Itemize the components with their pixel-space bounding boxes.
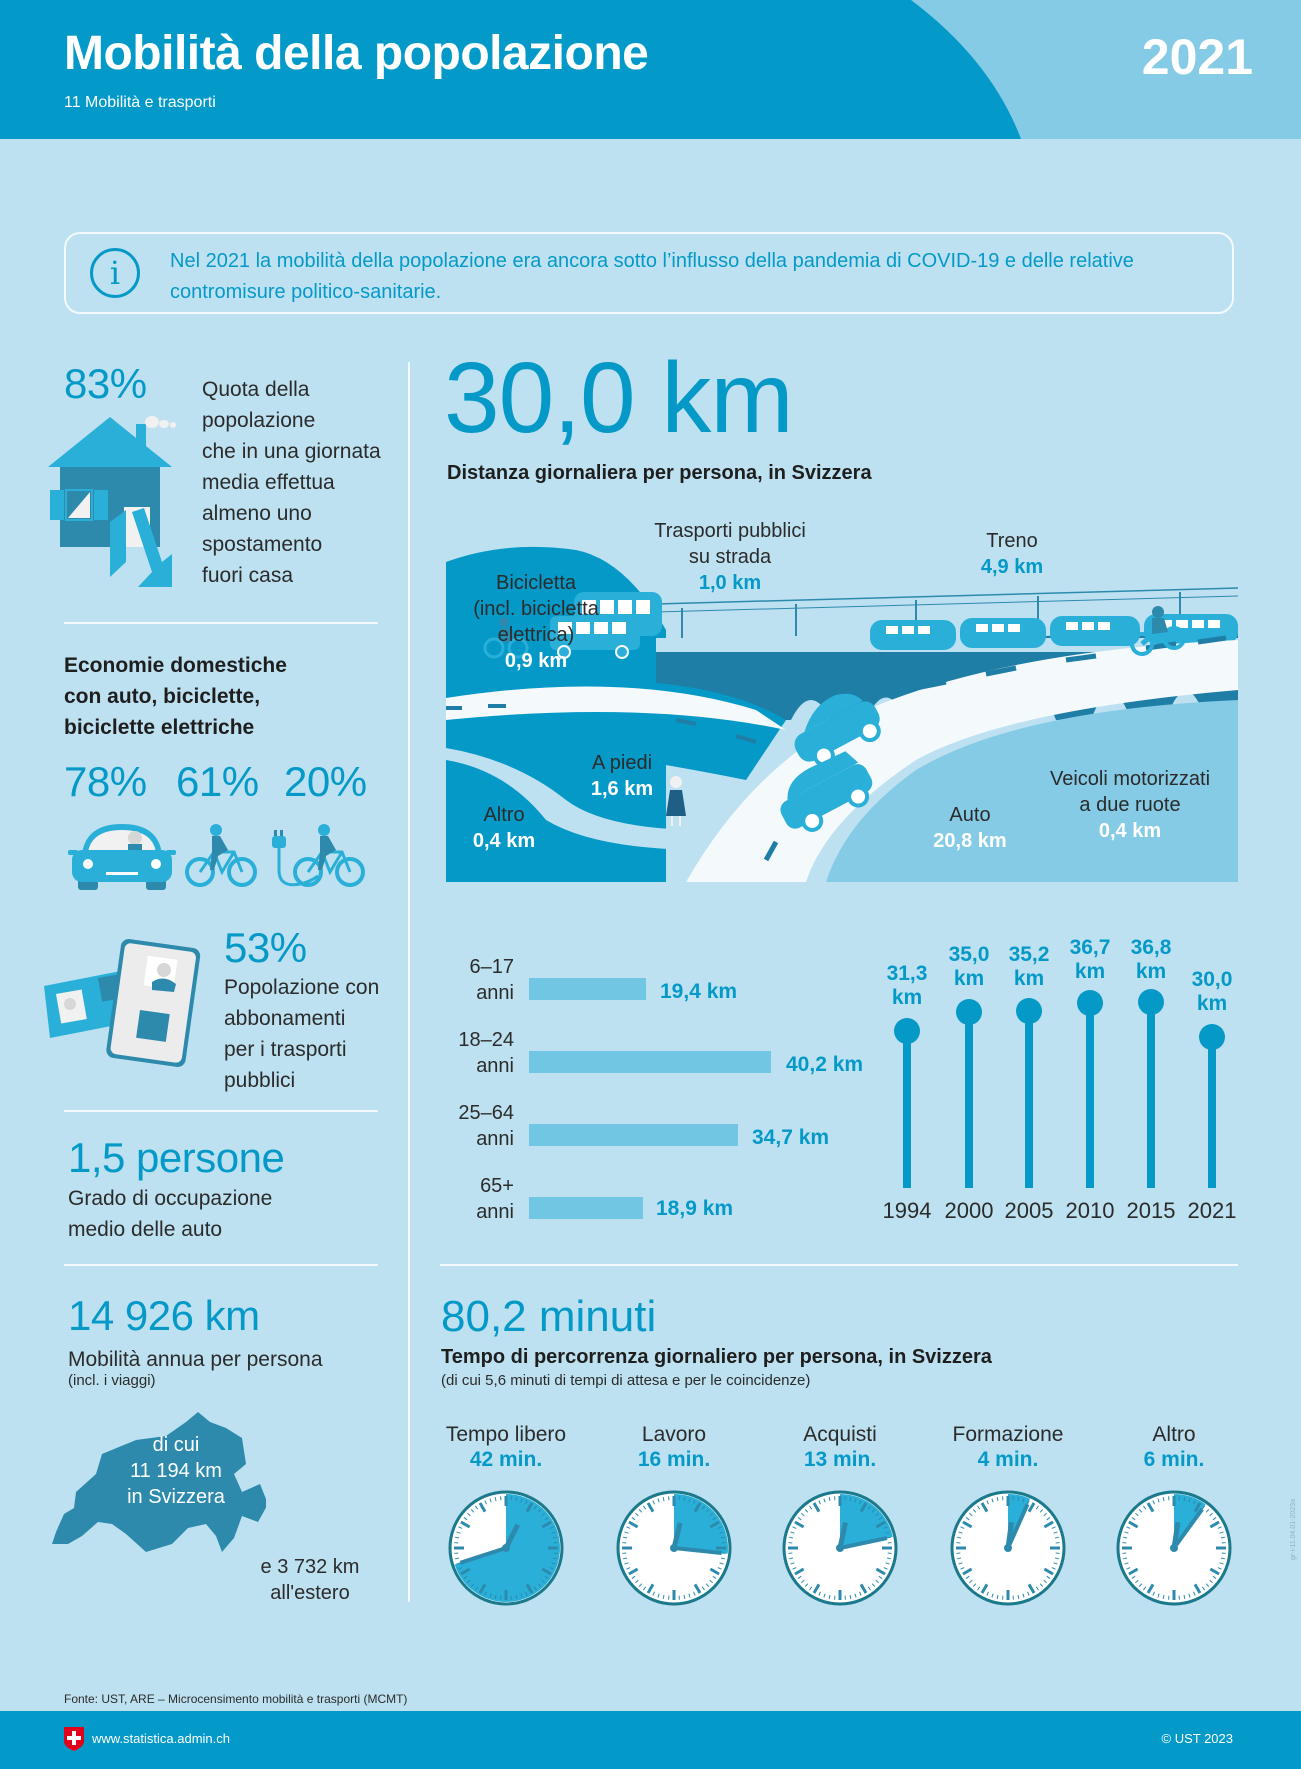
- age-bar: [529, 1051, 771, 1073]
- desc-line: Quota della: [202, 378, 310, 401]
- lolli-stem: [903, 1030, 911, 1188]
- page-subtitle: 11 Mobilità e trasporti: [64, 94, 216, 111]
- lolli-year: 2021: [1187, 1198, 1237, 1223]
- purpose-name: Acquisti: [803, 1423, 877, 1446]
- age-label-text: 25–64 anni: [458, 1102, 514, 1150]
- mode-label-other: [454, 802, 554, 854]
- mode-label-bicycle: [446, 570, 626, 674]
- mode-name-line: su strada: [688, 546, 772, 568]
- annual-note: (incl. i viaggi): [68, 1372, 156, 1389]
- house-exit-icon: [48, 412, 178, 592]
- households-car-value: 78%: [64, 758, 147, 805]
- desc-line: spostamento: [202, 533, 323, 556]
- purpose-name: Lavoro: [641, 1423, 707, 1446]
- clock-icon: [446, 1488, 566, 1608]
- mode-name-line: Bicicletta: [495, 572, 577, 594]
- mode-value: 4,9 km: [980, 556, 1044, 578]
- age-label-text: 6–17 anni: [469, 956, 514, 1004]
- swiss-flag-icon: [64, 1727, 84, 1751]
- clock-label-leisure: [426, 1422, 586, 1472]
- purpose-name: Tempo libero: [445, 1423, 567, 1446]
- age-value: 19,4 km: [660, 980, 738, 1003]
- purpose-value: 4 min.: [977, 1448, 1039, 1471]
- clock-icon: [1114, 1488, 1234, 1608]
- unit-km: km: [1135, 960, 1167, 983]
- age-label-text: 18–24 anni: [458, 1029, 514, 1077]
- age-value: 40,2 km: [786, 1053, 864, 1076]
- title-line: biciclette elettriche: [64, 716, 255, 739]
- daily-distance-value: 30,0 km: [444, 342, 793, 454]
- desc-line: Grado di occupazione: [68, 1187, 273, 1210]
- clock-icon: [780, 1488, 900, 1608]
- travel-time-label: Tempo di percorrenza giornaliero per persona, in Svizzera: [441, 1346, 992, 1368]
- pass-description: [224, 972, 379, 1096]
- mode-value: 0,4 km: [1098, 820, 1162, 842]
- households-title: [64, 650, 287, 743]
- map-line: 11 194 km: [130, 1460, 222, 1482]
- clock-icon: [614, 1488, 734, 1608]
- unit-km: km: [891, 986, 923, 1009]
- copyright: © UST 2023: [1161, 1731, 1233, 1746]
- clock-label-education: [928, 1422, 1088, 1472]
- lolli-value: [1055, 936, 1125, 984]
- bicycle-icon: [184, 822, 258, 892]
- value-num: 31,3: [886, 962, 928, 985]
- desc-line: popolazione: [202, 409, 316, 432]
- occupancy-description: [68, 1183, 272, 1245]
- desc-line: che in una giornata: [202, 440, 381, 463]
- mode-name-line: Treno: [986, 530, 1038, 552]
- households-ebike-value: 20%: [284, 758, 367, 805]
- map-line: in Svizzera: [127, 1486, 225, 1508]
- age-label: [444, 954, 514, 1006]
- lolli-year: 2010: [1065, 1198, 1115, 1223]
- lolli-value: [1177, 968, 1247, 1016]
- mode-label-walking: [572, 750, 672, 802]
- header: [0, 0, 1301, 139]
- age-bar: [529, 1124, 738, 1146]
- lolli-value: [872, 962, 942, 1010]
- page-year: 2021: [1141, 29, 1253, 85]
- desc-line: pubblici: [224, 1069, 296, 1092]
- title-line: Economie domestiche: [64, 654, 287, 677]
- info-icon: i: [90, 248, 140, 298]
- desc-line: fuori casa: [202, 564, 294, 587]
- map-label: [106, 1432, 246, 1510]
- divider: [64, 622, 378, 624]
- lolli-year: 2005: [1004, 1198, 1054, 1223]
- ebike-icon: [270, 822, 366, 892]
- purpose-value: 16 min.: [637, 1448, 711, 1471]
- age-label: [444, 1027, 514, 1079]
- lolli-stem: [965, 1012, 973, 1188]
- mode-name-line: A piedi: [591, 752, 653, 774]
- travel-time-value: 80,2 minuti: [441, 1292, 657, 1341]
- out-of-home-value: 83%: [64, 360, 147, 407]
- age-value: 18,9 km: [656, 1197, 734, 1220]
- unit-km: km: [1196, 992, 1228, 1015]
- mode-name-line: Trasporti pubblici: [654, 520, 806, 542]
- mode-value: 1,0 km: [698, 572, 762, 594]
- clock-label-other: [1094, 1422, 1254, 1472]
- website-link[interactable]: www.statistica.admin.ch: [92, 1731, 230, 1746]
- value-num: 35,2: [1008, 943, 1050, 966]
- desc-line: Popolazione con: [224, 976, 380, 999]
- unit-km: km: [1074, 960, 1106, 983]
- clock-label-work: [594, 1422, 754, 1472]
- abroad-line: all'estero: [270, 1582, 350, 1604]
- lolli-stem: [1208, 1037, 1216, 1188]
- map-line: di cui: [152, 1434, 200, 1456]
- mode-name-line: elettrica): [497, 624, 575, 646]
- mode-name-line: Veicoli motorizzati: [1049, 768, 1211, 790]
- mode-value: 0,9 km: [504, 650, 568, 672]
- abroad-line: e 3 732 km: [260, 1556, 360, 1578]
- lolli-value: [994, 943, 1064, 991]
- mode-value: 0,4 km: [472, 830, 536, 852]
- unit-km: km: [953, 967, 985, 990]
- age-label-text: 65+ anni: [476, 1175, 514, 1223]
- lolli-stem: [1086, 1003, 1094, 1188]
- unit-km: km: [1013, 967, 1045, 990]
- age-bar: [529, 978, 646, 1000]
- desc-line: almeno uno: [202, 502, 312, 525]
- daily-distance-label: Distanza giornaliera per persona, in Svizzera: [447, 462, 872, 484]
- age-bar: [529, 1197, 643, 1219]
- age-label: [444, 1173, 514, 1225]
- mode-name-line: Altro: [483, 804, 525, 826]
- purpose-name: Altro: [1152, 1423, 1196, 1446]
- mode-value: 1,6 km: [590, 778, 654, 800]
- value-num: 36,8: [1130, 936, 1172, 959]
- divider: [64, 1110, 378, 1112]
- value-num: 36,7: [1069, 936, 1111, 959]
- lolli-stem: [1147, 1002, 1155, 1188]
- desc-line: per i trasporti: [224, 1038, 347, 1061]
- occupancy-value: 1,5 persone: [68, 1134, 285, 1181]
- annual-label: Mobilità annua per persona: [68, 1348, 323, 1371]
- lolli-year: 2000: [944, 1198, 994, 1223]
- lolli-year: 2015: [1126, 1198, 1176, 1223]
- lolli-value: [1116, 936, 1186, 984]
- mode-name-line: a due ruote: [1079, 794, 1181, 816]
- abroad-label: [250, 1554, 370, 1606]
- mode-label-car: [920, 802, 1020, 854]
- car-icon: [68, 820, 178, 892]
- info-box: [64, 232, 1234, 314]
- mode-label-motorcycle: [1030, 766, 1230, 844]
- lolli-stem: [1025, 1011, 1033, 1188]
- travelcard-phone-icon: [42, 938, 202, 1068]
- households-bike-value: 61%: [176, 758, 259, 805]
- desc-line: media effettua: [202, 471, 335, 494]
- desc-line: abbonamenti: [224, 1007, 346, 1030]
- divider: [440, 1264, 1238, 1266]
- footer: [0, 1711, 1301, 1769]
- source-note: Fonte: UST, ARE – Microcensimento mobilità e trasporti (MCMT): [64, 1692, 408, 1706]
- graphic-code: gr-i-11.04.01-2023a: [1290, 1499, 1297, 1560]
- age-value: 34,7 km: [752, 1126, 830, 1149]
- divider: [64, 1264, 378, 1266]
- mode-value: 20,8 km: [933, 830, 1007, 852]
- purpose-value: 6 min.: [1143, 1448, 1205, 1471]
- travel-time-note: (di cui 5,6 minuti di tempi di attesa e per le coincidenze): [441, 1372, 811, 1389]
- clock-icon: [948, 1488, 1068, 1608]
- mode-label-road-public-transport: [630, 518, 830, 596]
- mode-label-train: [962, 528, 1062, 580]
- title-line: con auto, biciclette,: [64, 685, 261, 708]
- clock-label-shopping: [760, 1422, 920, 1472]
- value-num: 35,0: [948, 943, 990, 966]
- purpose-name: Formazione: [952, 1423, 1064, 1446]
- value-num: 30,0: [1191, 968, 1233, 991]
- column-divider: [408, 362, 410, 1602]
- info-text: Nel 2021 la mobilità della popolazione era ancora sotto l’influsso della pandemia di COVID-19 e delle relative contromisure politico-sanitarie.: [170, 250, 1134, 303]
- purpose-value: 13 min.: [803, 1448, 877, 1471]
- annual-value: 14 926 km: [68, 1292, 260, 1339]
- age-label: [444, 1100, 514, 1152]
- mode-name-line: (incl. bicicletta: [473, 598, 599, 620]
- lolli-year: 1994: [882, 1198, 932, 1223]
- purpose-value: 42 min.: [469, 1448, 543, 1471]
- mode-name-line: Auto: [949, 804, 991, 826]
- pass-value: 53%: [224, 924, 307, 971]
- desc-line: medio delle auto: [68, 1218, 223, 1241]
- out-of-home-description: [202, 374, 381, 591]
- page-title: Mobilità della popolazione: [64, 27, 649, 80]
